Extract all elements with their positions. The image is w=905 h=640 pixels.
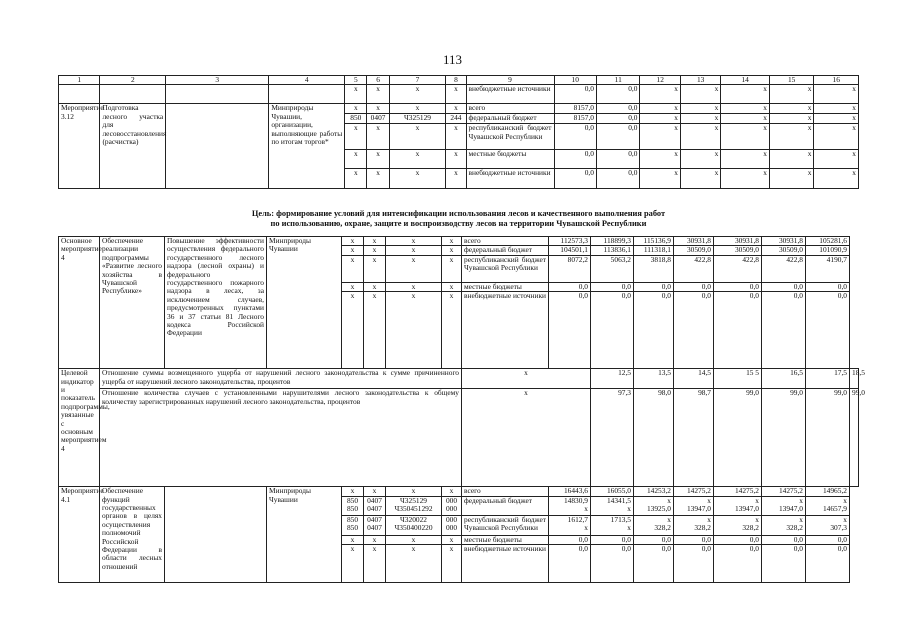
budget-code: x <box>342 292 364 369</box>
funding-source: внебюджетные источники <box>466 85 554 104</box>
amount-cell: 4190,7 <box>806 255 850 282</box>
budget-code: x <box>345 85 367 104</box>
amount-cell: 112573,3 <box>549 237 591 246</box>
amount-cell: 422,8 <box>762 255 806 282</box>
amount-cell: 0,0 <box>591 282 634 291</box>
amount-cell: x <box>769 169 814 189</box>
budget-code: x <box>386 292 442 369</box>
funding-source: внебюджетные источники <box>462 292 549 369</box>
amount-cell: 0,0 <box>596 150 639 169</box>
funding-source: федеральный бюджет <box>466 114 554 124</box>
budget-code: x <box>345 169 367 189</box>
amount-cell: x <box>814 150 859 169</box>
amount-cell: x <box>814 85 859 104</box>
amount-cell: x <box>721 169 770 189</box>
amount-cell: 30509,0 <box>762 246 806 255</box>
table-row <box>59 369 859 389</box>
budget-code: x <box>386 282 442 291</box>
budget-code: x <box>386 246 442 255</box>
column-number: 14 <box>721 76 770 85</box>
budget-code: x <box>446 104 466 114</box>
amount-cell: 0,0 <box>596 124 639 150</box>
amount-cell: 0,0 <box>634 292 674 369</box>
budget-code: x <box>386 255 442 282</box>
column-number: 12 <box>640 76 680 85</box>
amount-cell: x <box>640 169 680 189</box>
budget-code: x <box>345 104 367 114</box>
funding-source: местные бюджеты <box>466 150 554 169</box>
funding-source: всего <box>462 237 549 246</box>
indicator-value: 16,5 <box>762 369 806 389</box>
budget-code: 0407 <box>367 114 389 124</box>
amount-cell: x <box>640 124 680 150</box>
amount-cell: x <box>640 104 680 114</box>
amount-cell: x <box>769 150 814 169</box>
amount-cell: 0,0 <box>554 169 596 189</box>
amount-cell: x <box>814 104 859 114</box>
budget-code: x <box>367 150 389 169</box>
amount-cell: 0,0 <box>634 535 674 544</box>
amount-cell: x <box>769 104 814 114</box>
amount-cell: 422,8 <box>714 255 762 282</box>
amount-cell: 30931,8 <box>674 237 714 246</box>
budget-code: x <box>364 255 386 282</box>
budget-code: 850 850 <box>342 515 364 535</box>
indicator-x: x <box>462 389 591 487</box>
amount-cell: 0,0 <box>549 535 591 544</box>
budget-code: Ч325129 Ч350451292 <box>386 496 442 515</box>
amount-cell: x <box>769 114 814 124</box>
budget-code: x <box>446 169 466 189</box>
amount-cell: 0,0 <box>674 535 714 544</box>
column-number: 1 <box>59 76 100 85</box>
funding-source: республиканский бюджет Чувашской Республики <box>462 515 549 535</box>
amount-cell: 0,0 <box>674 282 714 291</box>
indicator-value: 98,0 <box>634 389 674 487</box>
budget-code: 850 <box>345 114 367 124</box>
amount-cell: 30931,8 <box>714 237 762 246</box>
amount-cell: 0,0 <box>714 282 762 291</box>
budget-code: x <box>446 124 466 150</box>
amount-cell: 3818,8 <box>634 255 674 282</box>
amount-cell: 0,0 <box>554 124 596 150</box>
amount-cell: 1713,5 x <box>591 515 634 535</box>
amount-cell: x <box>721 150 770 169</box>
budget-code: x <box>364 237 386 246</box>
measure-name: Основное мероприятие 4 <box>59 237 100 369</box>
measure-title: Подготовка лесного участка для лесовосстановления (расчистка) <box>100 104 166 189</box>
table-row <box>59 389 859 487</box>
indicator-value: 99,0 <box>806 389 850 487</box>
amount-cell: x <box>640 150 680 169</box>
amount-cell: 0,0 <box>762 545 806 583</box>
budget-code: 0407 0407 <box>364 515 386 535</box>
column-number: 5 <box>345 76 367 85</box>
funding-source: местные бюджеты <box>462 282 549 291</box>
budget-code: x <box>342 255 364 282</box>
column-numbers-row <box>59 76 859 85</box>
budget-code: 000 000 <box>442 496 462 515</box>
amount-cell: 0,0 <box>596 169 639 189</box>
goal-line-2: по использованию, охране, защите и воспроизводству лесов на территории Чувашской Республики <box>270 219 647 228</box>
indicator-value: 99,0 <box>714 389 762 487</box>
amount-cell: 104501,1 <box>549 246 591 255</box>
amount-cell: 0,0 <box>674 292 714 369</box>
column-number: 6 <box>367 76 389 85</box>
budget-code: 850 850 <box>342 496 364 515</box>
budget-code: x <box>442 246 462 255</box>
measure-executor: Минприроды Чувашии <box>267 237 342 369</box>
amount-cell: x <box>814 114 859 124</box>
funding-source: федеральный бюджет <box>462 246 549 255</box>
budget-code: x <box>342 282 364 291</box>
amount-cell: 0,0 <box>596 104 639 114</box>
amount-cell: x <box>721 124 770 150</box>
amount-cell: x 328,2 <box>714 515 762 535</box>
budget-code: x <box>442 255 462 282</box>
measure-executor: Минприроды Чувашии, организации, выполняющие работы по итогам торгов* <box>269 104 345 189</box>
amount-cell: x <box>680 169 720 189</box>
indicator-value: 99,0 <box>762 389 806 487</box>
column-number: 10 <box>554 76 596 85</box>
amount-cell: 16055,0 <box>591 487 634 496</box>
amount-cell: 0,0 <box>714 545 762 583</box>
budget-code: x <box>367 85 389 104</box>
amount-cell: 30509,0 <box>674 246 714 255</box>
amount-cell: 0,0 <box>714 535 762 544</box>
amount-cell: x <box>680 85 720 104</box>
amount-cell: x 328,2 <box>674 515 714 535</box>
indicator-label: Целевой индикатор и показатель подпрограммы, увязанные с основным мероприятием 4 <box>59 369 100 487</box>
column-number: 11 <box>596 76 639 85</box>
amount-cell: x <box>680 104 720 114</box>
amount-cell: 14965,2 <box>806 487 850 496</box>
budget-code: x <box>446 150 466 169</box>
amount-cell: 0,0 <box>762 282 806 291</box>
amount-cell: x <box>721 85 770 104</box>
amount-cell: x 13947,0 <box>714 496 762 515</box>
amount-cell: x <box>640 85 680 104</box>
table-cell <box>59 85 100 104</box>
table-cell <box>100 85 166 104</box>
measure-executor: Минприроды Чувашии <box>267 487 342 583</box>
budget-code: x <box>342 237 364 246</box>
amount-cell: 0,0 <box>596 114 639 124</box>
page-number: 113 <box>442 52 463 67</box>
budget-code: x <box>386 237 442 246</box>
funding-source: всего <box>462 487 549 496</box>
indicator-value: 97,3 <box>591 389 634 487</box>
table-cell <box>166 85 269 104</box>
budget-code: x <box>364 545 386 583</box>
amount-cell: 0,0 <box>554 85 596 104</box>
amount-cell: 8157,0 <box>554 104 596 114</box>
amount-cell: x 13947,0 <box>674 496 714 515</box>
budget-code: x <box>442 282 462 291</box>
amount-cell: 101090,9 <box>806 246 850 255</box>
amount-cell: x <box>814 169 859 189</box>
amount-cell: x <box>680 114 720 124</box>
budget-code: x <box>442 535 462 544</box>
indicator-value: 99,0 <box>850 389 859 487</box>
budget-code: Ч325129 <box>389 114 446 124</box>
table-row <box>59 85 859 104</box>
amount-cell: 113836,1 <box>591 246 634 255</box>
budget-code: x <box>364 292 386 369</box>
budget-code: x <box>442 487 462 496</box>
amount-cell: 0,0 <box>591 535 634 544</box>
amount-cell: x <box>680 124 720 150</box>
budget-code: x <box>364 282 386 291</box>
budget-code: x <box>364 487 386 496</box>
indicator-value: 14,5 <box>674 369 714 389</box>
amount-cell: x <box>721 104 770 114</box>
table-bottom <box>58 236 865 583</box>
column-number: 13 <box>680 76 720 85</box>
amount-cell: 16443,6 <box>549 487 591 496</box>
amount-cell: 0,0 <box>634 282 674 291</box>
amount-cell: x <box>721 114 770 124</box>
amount-cell: x <box>640 114 680 124</box>
measure-name: Мероприятие 3.12 <box>59 104 100 189</box>
amount-cell: 0,0 <box>714 292 762 369</box>
amount-cell: 105281,6 <box>806 237 850 246</box>
amount-cell: 0,0 <box>806 535 850 544</box>
amount-cell: 118899,3 <box>591 237 634 246</box>
budget-code: x <box>446 85 466 104</box>
funding-source: республиканский бюджет Чувашской Республики <box>462 255 549 282</box>
column-number: 15 <box>769 76 814 85</box>
budget-code: x <box>386 545 442 583</box>
budget-code: x <box>342 246 364 255</box>
funding-source: федеральный бюджет <box>462 496 549 515</box>
amount-cell: 111318,1 <box>634 246 674 255</box>
amount-cell: 0,0 <box>674 545 714 583</box>
amount-cell: 0,0 <box>591 292 634 369</box>
amount-cell: 0,0 <box>634 545 674 583</box>
column-number: 9 <box>466 76 554 85</box>
funding-source: внебюджетные источники <box>462 545 549 583</box>
measure-purpose <box>165 487 267 583</box>
budget-code: 0407 0407 <box>364 496 386 515</box>
budget-code: x <box>345 150 367 169</box>
amount-cell: 0,0 <box>806 545 850 583</box>
table-cell <box>269 85 345 104</box>
amount-cell: x 13947,0 <box>762 496 806 515</box>
amount-cell: 5063,2 <box>591 255 634 282</box>
column-number: 4 <box>269 76 345 85</box>
budget-code: x <box>389 169 446 189</box>
budget-code: x <box>389 85 446 104</box>
budget-code: Ч320022 Ч350400220 <box>386 515 442 535</box>
funding-source: местные бюджеты <box>462 535 549 544</box>
amount-cell: x 328,2 <box>762 515 806 535</box>
amount-cell: 14275,2 <box>762 487 806 496</box>
measure-title: Обеспечение реализации подпрограммы «Развитие лесного хозяйства в Чувашской Республике» <box>100 237 165 369</box>
indicator-value: 12,5 <box>591 369 634 389</box>
column-number: 2 <box>100 76 166 85</box>
budget-code: x <box>389 124 446 150</box>
amount-cell: 0,0 <box>549 545 591 583</box>
amount-cell: 0,0 <box>806 282 850 291</box>
column-number: 16 <box>814 76 859 85</box>
amount-cell: x 14657,9 <box>806 496 850 515</box>
amount-cell: 0,0 <box>591 545 634 583</box>
budget-code: x <box>386 535 442 544</box>
column-number: 8 <box>446 76 466 85</box>
amount-cell: x <box>814 124 859 150</box>
budget-code: x <box>342 545 364 583</box>
amount-cell: 1612,7 x <box>549 515 591 535</box>
funding-source: республиканский бюджет Чувашской Республики <box>466 124 554 150</box>
amount-cell: 0,0 <box>762 535 806 544</box>
funding-source: всего <box>466 104 554 114</box>
funding-source: внебюджетные источники <box>466 169 554 189</box>
budget-code: x <box>389 104 446 114</box>
budget-code: x <box>442 237 462 246</box>
amount-cell: x 328,2 <box>634 515 674 535</box>
indicator-value: 13,5 <box>634 369 674 389</box>
table-row <box>59 104 859 114</box>
indicator-value: 18,5 <box>850 369 859 389</box>
amount-cell: x 307,3 <box>806 515 850 535</box>
table-row <box>59 487 859 496</box>
budget-code: x <box>342 535 364 544</box>
amount-cell: x 13925,0 <box>634 496 674 515</box>
budget-code: x <box>367 124 389 150</box>
table-top <box>58 75 859 189</box>
amount-cell: 0,0 <box>549 292 591 369</box>
indicator-text: Отношение суммы возмещенного ущерба от нарушений лесного законодательства к сумме причиненного ущерба от нарушений лесного законодательства, процентов <box>100 369 462 389</box>
measure-name: Мероприятие 4.1 <box>59 487 100 583</box>
amount-cell: 30931,8 <box>762 237 806 246</box>
budget-code: 000 000 <box>442 515 462 535</box>
amount-cell: 14830,9 x <box>549 496 591 515</box>
amount-cell: x <box>769 85 814 104</box>
amount-cell: 8072,2 <box>549 255 591 282</box>
budget-code: x <box>442 545 462 583</box>
amount-cell: 14341,5 x <box>591 496 634 515</box>
budget-code: x <box>364 535 386 544</box>
goal-line-1: Цель: формирование условий для интенсификации использования лесов и качественного выполнения работ <box>251 209 666 218</box>
amount-cell: x <box>680 150 720 169</box>
budget-code: x <box>342 487 364 496</box>
measure-title: Обеспечение функций государственных органов в целях осуществления полномочий Российской Федерации в области лесных отношений <box>100 487 165 583</box>
budget-code: x <box>389 150 446 169</box>
budget-code: x <box>345 124 367 150</box>
indicator-value: 15 5 <box>714 369 762 389</box>
budget-code: 244 <box>446 114 466 124</box>
indicator-x: x <box>462 369 591 389</box>
indicator-text: Отношение количества случаев с установленными нарушителями лесного законодательства к общему количеству зарегистрированных нарушений лесного законодательства, процентов <box>100 389 462 487</box>
column-number: 3 <box>166 76 269 85</box>
amount-cell: 0,0 <box>806 292 850 369</box>
amount-cell: 30509,0 <box>714 246 762 255</box>
indicator-value: 17,5 <box>806 369 850 389</box>
amount-cell: 14275,2 <box>714 487 762 496</box>
amount-cell: 0,0 <box>762 292 806 369</box>
goal-heading <box>58 209 859 229</box>
amount-cell: x <box>769 124 814 150</box>
measure-purpose <box>166 104 269 189</box>
budget-code: x <box>367 169 389 189</box>
column-number: 7 <box>389 76 446 85</box>
amount-cell: 14253,2 <box>634 487 674 496</box>
budget-code: x <box>442 292 462 369</box>
amount-cell: 115136,9 <box>634 237 674 246</box>
measure-purpose: Повышение эффективности осуществления федерального государственного лесного надзора (лесной охраны) и федерального государственного пожарного надзора в лесах, за исключением случаев, предусмотренных пунктами 36 и 37 статьи 81 Лесного кодекса Российской Федерации <box>165 237 267 369</box>
amount-cell: 8157,0 <box>554 114 596 124</box>
amount-cell: 0,0 <box>554 150 596 169</box>
amount-cell: 14275,2 <box>674 487 714 496</box>
budget-code: x <box>386 487 442 496</box>
amount-cell: 0,0 <box>596 85 639 104</box>
budget-code: x <box>364 246 386 255</box>
amount-cell: 0,0 <box>549 282 591 291</box>
indicator-value: 98,7 <box>674 389 714 487</box>
amount-cell: 422,8 <box>674 255 714 282</box>
budget-code: x <box>367 104 389 114</box>
